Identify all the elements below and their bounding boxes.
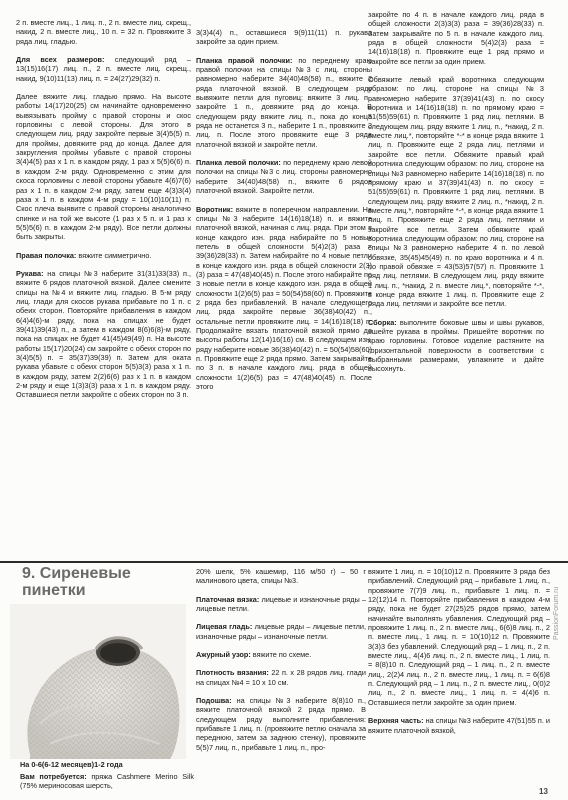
materials-intro: [20, 772, 194, 791]
paragraph-text: 20% шелк, 5% кашемир, 116 м/50 г) – 50 г малинового цвета, спицы №3.: [196, 567, 366, 586]
paragraph-heading: Ажурный узор:: [196, 650, 251, 660]
paragraph-text: выполните боковые швы и швы рукавов, вшейте рукава в проймы. Пришейте воротник по краю горловины. Готовое изделие растяните на горизонтальной поверхности в соответствии с выбранными размерами, увлажните и дайте высохнуть.: [368, 317, 544, 374]
paragraph-text: на спицы №3 наберите 47(51)55 п. и вяжите платочной вязкой,: [368, 716, 550, 735]
right-column: [368, 10, 544, 383]
paragraph-heading: Правая полочка:: [16, 250, 77, 260]
paragraph-heading: Воротник:: [196, 204, 234, 214]
paragraph-heading: Лицевая гладь:: [196, 622, 253, 632]
page-number: 13: [539, 787, 548, 796]
paragraph: [368, 10, 544, 66]
paragraph-text: по переднему краю левой полочки на спицы №3 с лиц. стороны равномерно наберите 34(40)48(58) п., вяжите 6 рядов платочной вязкой. Закройте петли.: [196, 158, 372, 196]
middle-column: [196, 28, 372, 400]
paragraph-text: вяжите по схеме.: [250, 650, 312, 660]
paragraph-heading: Подошва:: [196, 696, 232, 706]
section-divider: [0, 561, 568, 563]
section-title: [22, 565, 192, 599]
paragraph: [196, 668, 366, 687]
paragraph-text: следующий ряд – 13(15)16(17) лиц. п., 2 п. вместе лиц. скрещ., накид, 9(10)11(13) лиц. п. = 24(27)29(32) п.: [16, 55, 191, 83]
paragraph-text: вяжите симметрично.: [76, 250, 152, 260]
paragraph-text: лицевые ряды – лицевые петли, изнаночные ряды – изнаночные петли.: [196, 622, 366, 641]
paragraph: [196, 205, 372, 392]
bottom-right-column: [368, 567, 550, 744]
paragraph-text: вяжите 1 лиц. п. = 10(10)12 п. Провяжите 3 ряда без прибавлений. Следующий ряд – прибавьте 1 лиц. п., провяжите 7(7)9 лиц. п., прибавьте 1 лиц. п. = 12(12)14 п. Повторяйте прибавления в каждом 4-м ряду, пока не будет 27(25)25 рядов прямо, затем начинайте выполнять убавления. Следующий ряд – провяжите 1 лиц. п., 2 п. вместе лиц., 6(6)8 лиц. п., 2 п. вместе лиц., 1 лиц. п. = 10(10)12 п. Провяжите 3(3)3 без убавлений. Следующий ряд – 1 лиц. п., 2 п. вместе лиц., 4(4)6 лиц. п., 2 п. вместе лиц., 1 лиц. п. = 8(8)10 п. Следующий ряд – 1 лиц. п., 2 п. вместе лиц., 2(2)4 лиц. п., 2 п. вместе лиц., 1 лиц. п. = 6(6)8 п. Следующий ряд – 1 лиц. п., 2 п. вместе лиц., 0(0)2 лиц. п., 2 п. вместе лиц., 1 лиц. п. = 4(4)6 п. Оставшиеся петли закройте за один прием.: [368, 567, 550, 707]
paragraph: [16, 18, 191, 46]
size-note: На 0-6(6-12 месяцев)1-2 года: [20, 760, 123, 769]
section-title-line: 9. Сиреневые: [22, 565, 131, 582]
paragraph-heading: Планка левой полочки:: [196, 158, 281, 168]
section-title-line: пинетки: [22, 582, 86, 599]
paragraph-text: Обвяжите левый край воротника следующим образом: по лиц. стороне на спицы №3 равномерно наберите 37(39)41(43) п. по скосу воротника и 14(16)18(18) п. по прямому краю = 51(55)59(61) п. Провяжите 1 ряд лиц. петлями. В следующем лиц. ряду вяжите 1 лиц. п., *накид, 2 п. вместе лиц.*, повторяйте *-* в конце ряда вяжите 1 лиц. п. Провяжите еще 2 ряда лиц. петлями и закройте все петли. Обвяжите правый край воротника следующим образом: по лиц. стороне на спицы №3 равномерно наберите 14(16)18(18) п. по прямому краю и 37(39)41(43) п. по скосу = 51(55)59(61) п. Провяжите 1 ряд лиц. петлями. В следующем лиц. ряду вяжите 2 лиц. п., *накид, 2 п. вместе лиц.*, повторяйте *-*, в конце ряда вяжите 1 лиц. п. Провяжите еще 2 ряда лиц. петлями и закройте все петли. Затем обвяжите край воротника следующим образом: по лиц. стороне на спицы №3 равномерно наберите 4 п. по левой обвязке, 35(45)45(49) п. по краю воротника и 4 п. по правой обвязке = 43(53)57(57) п. Провяжите 1 ряд лиц. петлями. В следующем лиц. ряду вяжите 1 лиц. п., *накид, 2 п. вместе лиц.*, повторяйте *-*, в конце ряда вяжите 1 лиц. п. Провяжите еще 2 ряда лиц. петлями и закройте все петли.: [368, 75, 544, 309]
paragraph-text: Далее вяжите лиц. гладью прямо. На высоте работы 14(17)20(25) см начинайте одновременно вывязывать пройму с правой стороны и скос горловины с левой стороны. Для этого в следующем лиц. ряду закройте первые 3(4)5(5) п. для проймы, довяжите ряд до конца. Далее для закругления проймы убавьте с правой стороны 3(4)4(5) раз x 1 п. в каждом ряду, 1 раз x 5(5)6(6) п. в каждом 2-м ряду. Одновременно с этим для скоса горловины с левой стороны убавьте 4(6)7(6) раз x 1 п. в каждом 2-м ряду, затем еще 4(3)3(4) раза x 1 п. в каждом 4-м ряду = 10(10)10(11) п. Скос плеча выявите с правой стороны аналогично спинке и на той же высоте (1 раз x 5 п. и 1 раз x 5(5)5(6) п. в каждом 2-м ряду). Все петли должны быть закрыты.: [16, 92, 191, 242]
paragraph: [368, 716, 550, 735]
paragraph: [16, 269, 191, 400]
paragraph-text: по переднему краю правой полочки на спицы №3 с лиц. стороны равномерно наберите 34(40)48(58) п., вяжите 2 ряда платочной вязкой. В следующем ряду вывяжите петли для пуговиц: вяжите 3 лиц. п., закройте 1 п., довяжите ряд до конца. В следующем ряду вяжите лиц. п., пока до конца ряда не останется 3 п., наберите 1 п., провяжите 3 лиц. п. После этого провяжите еще 3 ряда платочной вязкой и закройте петли.: [196, 55, 373, 149]
site-watermark: PassionForum.ru: [553, 586, 560, 640]
knitted-bootie-image: [10, 604, 186, 759]
paragraph-text: закройте по 4 п. в начале каждого лиц. ряда в общей сложности 2(3)3(3) раза = 39(36)28(33) п. Затем закрывайте по 5 п. в начале каждого лиц. ряда в общей сложности 5(4)2(3) раза = 14(16)18(18) п. Провяжите еще 1 ряд прямо и закройте все петли за один прием.: [368, 10, 544, 66]
left-column: [16, 18, 191, 409]
paragraph: [196, 622, 366, 641]
paragraph: [368, 318, 544, 374]
paragraph: [16, 55, 191, 83]
paragraph: [196, 650, 366, 659]
paragraph-heading: Планка правой полочки:: [196, 55, 293, 65]
bottom-middle-column: [196, 567, 366, 761]
booties-photo: [10, 604, 186, 759]
paragraph-heading: Верхняя часть:: [368, 716, 424, 726]
paragraph-heading: Вам потребуется:: [20, 772, 87, 781]
paragraph-heading: Для всех размеров:: [16, 55, 105, 65]
paragraph-text: на спицы №3 наберите 8(8)10 п., вяжите платочной вязкой 2 ряда прямо. В следующем ряду выполните прибавления: прибавьте 1 лиц. п. (провяжите петлю сначала за переднюю, затем за заднюю стенку), провяжите 5(5)7 лиц. п., прибавьте 1 лиц. п., про-: [196, 696, 366, 752]
paragraph-text: вяжите в поперечном направлении. На спицы №3 наберите 14(16)18(18) п. и вяжите платочной вязкой, начиная с лиц. ряда. При этом в конце каждого изн. ряда набирайте по 5 новых петель в общей сложности 5(4)2(3) раза = 39(36)28(33) п. Затем набирайте по 4 новые петли в конце каждого изн. ряда в общей сложности 2(3)(3) раза = 47(48)40(45) п. После этого набирайте по 3 новые петли в конце каждого изн. ряда в общей сложности 1(2)6(5) раз = 50(54)58(60) п. Провяжите 2 ряда без прибавлений. В начале следующего лиц. ряда закройте первые 36(38)40(42) п., остальные петли провяжите лиц. = 14(16)18(18) п. Продолжайте вязать платочной вязкой прямо до высоты работы 12(14)16(16) см. В следующем изн. ряду наберите новые 36(38)40(42) п. = 50(54)58(60) п. Провяжите еще 2 ряда прямо. Затем закрывайте по 3 п. в начале каждого лиц. ряда в общей сложности 1(2)6(5) раз = 47(48)40(45) п. После этого: [196, 204, 372, 392]
paragraph: [196, 56, 372, 149]
paragraph-heading: Сборка:: [368, 317, 397, 327]
paragraph: [196, 696, 366, 752]
paragraph: [368, 567, 550, 707]
paragraph: [196, 28, 372, 47]
paragraph-text: 22 п. x 28 рядов лиц. глади на спицах №4 = 10 x 10 см.: [196, 668, 366, 687]
paragraph-text: 2 п. вместе лиц., 1 лиц. п., 2 п. вместе лиц. скрещ., накид, 2 п. вместе лиц., 10 п. = 32 п. Провяжите 3 ряда лиц. гладью.: [16, 18, 191, 46]
paragraph: [368, 75, 544, 309]
paragraph: [16, 92, 191, 242]
paragraph-heading: Платочная вязка:: [196, 594, 260, 604]
paragraph-text: лицевые и изнаночные ряды – лицевые петли.: [196, 594, 366, 614]
paragraph: [196, 158, 372, 195]
paragraph: [196, 567, 366, 586]
paragraph: [196, 595, 366, 614]
paragraph-text: пряжа Cashmere Merino Silk (75% мериносовая шерсть,: [20, 772, 194, 791]
paragraph-text: на спицы №3 наберите 31(31)33(33) п., вяжите 6 рядов платочной вязкой. Далее смените спицы на №4 и вяжите лиц. гладью. В 5-м ряду лиц. глади для скосов рукава прибавьте по 1 п. с обеих сторон. Повторяйте прибавления в каждом 6(4)4(6)-м ряду, пока на спицах не будет 39(41)39(43) п., а затем в каждом 8(6)6(8)-м ряду, пока на спицах не будет 41(45)49(49) п. На высоте работы 15(17)20(24) см закройте с обеих сторон по 3(4)5(5) п. = 35(37)39(39) п. Затем для оката рукава убавьте с обеих сторон 5(5)3(3) раза x 1 п. в каждом ряду, затем 2(2)6(6) раз x 1 п. в каждом 2-м ряду и еще 1(3)3(3) раза x 1 п. в каждом ряду. Оставшиеся петли закройте с обеих сторон по 3 п.: [16, 268, 191, 400]
paragraph-heading: Плотность вязания:: [196, 668, 269, 678]
paragraph-heading: Рукава:: [16, 268, 44, 278]
paragraph-text: 3(3)4(4) п., оставшиеся 9(9)11(11) п. рукава закройте за один прием.: [196, 28, 372, 47]
paragraph: [16, 251, 191, 260]
